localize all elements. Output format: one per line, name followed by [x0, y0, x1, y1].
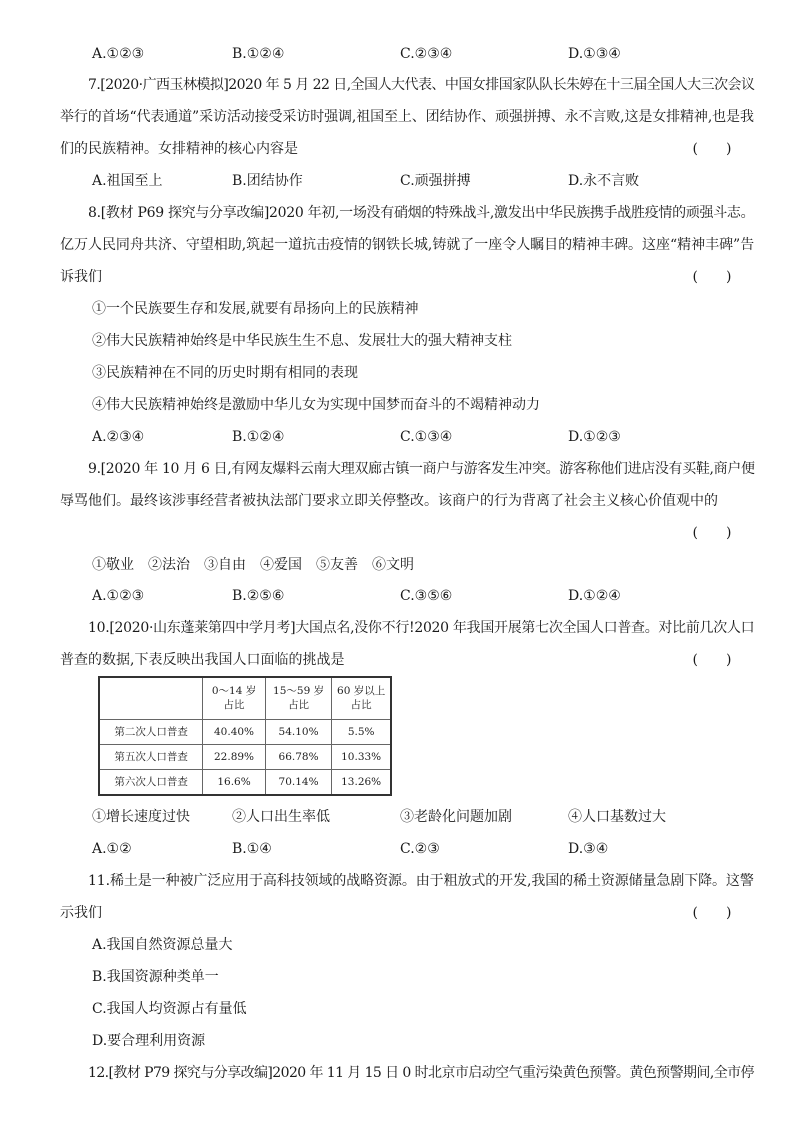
q9-answer-blank[interactable]: ( ) — [692, 525, 732, 541]
q11-option-b[interactable]: B.我国资源种类单一 — [92, 969, 219, 985]
table-cell: 16.6% — [203, 769, 266, 795]
q8-stem-line-3: 诉我们 — [60, 269, 102, 285]
q10-choice-3: ③老龄化问题加剧 — [400, 809, 512, 825]
q10-choice-2: ②人口出生率低 — [232, 809, 330, 825]
q11-option-a[interactable]: A.我国自然资源总量大 — [92, 937, 233, 953]
q6-option-c[interactable]: C.②③④ — [400, 46, 453, 62]
q11-stem-line-1: 11.稀土是一种被广泛应用于高科技领域的战略资源。由于粗放式的开发,我国的稀土资源储量急剧下降。这警 — [88, 873, 754, 889]
table-cell: 40.40% — [203, 719, 266, 744]
table-cell: 13.26% — [332, 769, 391, 795]
q7-option-c[interactable]: C.顽强拼搏 — [400, 173, 471, 189]
census-table-header — [332, 677, 391, 719]
q11-answer-blank[interactable]: ( ) — [692, 905, 732, 921]
q7-answer-blank[interactable]: ( ) — [692, 141, 732, 157]
q8-options — [92, 426, 752, 448]
q10-answer-blank[interactable]: ( ) — [692, 652, 732, 668]
q9-choices: ①敬业 ②法治 ③自由 ④爱国 ⑤友善 ⑥文明 — [92, 557, 414, 573]
q9-option-c[interactable]: C.③⑤⑥ — [400, 588, 453, 604]
q10-options — [92, 838, 752, 860]
census-row-label: 第六次人口普查 — [99, 769, 203, 795]
q8-statement-2: ②伟大民族精神始终是中华民族生生不息、发展壮大的强大精神支柱 — [92, 333, 512, 349]
census-header-sub: 占比 — [350, 699, 372, 712]
table-cell: 5.5% — [332, 719, 391, 744]
q10-choice-1: ①增长速度过快 — [92, 809, 190, 825]
table-cell: 54.10% — [265, 719, 332, 744]
table-cell: 10.33% — [332, 744, 391, 769]
q8-statement-4: ④伟大民族精神始终是激励中华儿女为实现中国梦而奋斗的不竭精神动力 — [92, 397, 540, 413]
census-header-sub: 占比 — [288, 699, 310, 712]
census-header-range: 60 岁以上 — [337, 685, 386, 698]
q7-stem-line-1: 7.[2020·广西玉林模拟]2020 年 5 月 22 日,全国人大代表、中国女排国家队队长朱婷在十三届全国人大三次会议 — [88, 77, 755, 93]
q10-option-b[interactable]: B.①④ — [232, 841, 272, 857]
q7-options — [92, 170, 752, 192]
q9-option-d[interactable]: D.①②④ — [568, 588, 621, 604]
q10-option-c[interactable]: C.②③ — [400, 841, 440, 857]
q7-stem-line-3: 们的民族精神。女排精神的核心内容是 — [60, 141, 298, 157]
q6-option-d[interactable]: D.①③④ — [568, 46, 621, 62]
q6-option-b[interactable]: B.①②④ — [232, 46, 285, 62]
census-table-header — [203, 677, 266, 719]
table-row — [99, 744, 391, 769]
q9-option-a[interactable]: A.①②③ — [92, 588, 145, 604]
census-row-label: 第五次人口普查 — [99, 744, 203, 769]
census-table-header — [265, 677, 332, 719]
q10-stem-line-1: 10.[2020·山东蓬莱第四中学月考]大国点名,没你不行!2020 年我国开展第七次全国人口普查。对比前几次人口 — [88, 620, 755, 636]
q7-option-d[interactable]: D.永不言败 — [568, 173, 640, 189]
q8-stem-line-2: 亿万人民同舟共济、守望相助,筑起一道抗击疫情的钢铁长城,铸就了一座令人瞩目的精神丰碑。这座“精神丰碑”告 — [60, 237, 755, 253]
q8-option-a[interactable]: A.②③④ — [92, 429, 145, 445]
q8-option-d[interactable]: D.①②③ — [568, 429, 621, 445]
q11-option-c[interactable]: C.我国人均资源占有量低 — [92, 1001, 247, 1017]
q9-stem-line-2: 辱骂他们。最终该涉事经营者被执法部门要求立即关停整改。该商户的行为背离了社会主义核心价值观中的 — [60, 493, 718, 509]
q9-options — [92, 585, 752, 607]
q10-stem-line-2: 普查的数据,下表反映出我国人口面临的挑战是 — [60, 652, 345, 668]
q7-option-a[interactable]: A.祖国至上 — [92, 173, 163, 189]
census-table-corner — [99, 677, 203, 719]
q7-stem-line-2: 举行的首场“代表通道”采访活动接受采访时强调,祖国至上、团结协作、顽强拼搏、永不言败,这是女排精神,也是我 — [60, 109, 754, 125]
q10-choice-4: ④人口基数过大 — [568, 809, 666, 825]
q8-option-c[interactable]: C.①③④ — [400, 429, 453, 445]
table-cell: 70.14% — [265, 769, 332, 795]
q7-option-b[interactable]: B.团结协作 — [232, 173, 303, 189]
q9-option-b[interactable]: B.②⑤⑥ — [232, 588, 285, 604]
q10-option-a[interactable]: A.①② — [92, 841, 132, 857]
census-header-range: 0～14 岁 — [211, 685, 257, 698]
q8-statement-3: ③民族精神在不同的历史时期有相同的表现 — [92, 365, 358, 381]
q11-option-d[interactable]: D.要合理利用资源 — [92, 1033, 206, 1049]
q11-stem-line-2: 示我们 — [60, 905, 102, 921]
table-row — [99, 719, 391, 744]
q9-stem-line-1: 9.[2020 年 10 月 6 日,有网友爆料云南大理双廊古镇一商户与游客发生冲突。游客称他们进店没有买鞋,商户便 — [88, 461, 755, 477]
census-row-label: 第二次人口普查 — [99, 719, 203, 744]
q6-option-a[interactable]: A.①②③ — [92, 46, 145, 62]
q8-stem-line-1: 8.[教材 P69 探究与分享改编]2020 年初,一场没有硝烟的特殊战斗,激发出中华民族携手战胜疫情的顽强斗志。 — [88, 205, 755, 221]
q12-stem-line-1: 12.[教材 P79 探究与分享改编]2020 年 11 月 15 日 0 时北京市启动空气重污染黄色预警。黄色预警期间,全市停 — [88, 1065, 754, 1081]
census-table — [98, 676, 392, 796]
table-cell: 66.78% — [265, 744, 332, 769]
q8-answer-blank[interactable]: ( ) — [692, 269, 732, 285]
q8-statement-1: ①一个民族要生存和发展,就要有昂扬向上的民族精神 — [92, 301, 419, 317]
table-cell: 22.89% — [203, 744, 266, 769]
census-header-sub: 占比 — [223, 699, 245, 712]
q10-choices — [92, 806, 752, 828]
q6-options — [92, 43, 752, 65]
q8-option-b[interactable]: B.①②④ — [232, 429, 285, 445]
q10-option-d[interactable]: D.③④ — [568, 841, 609, 857]
census-header-range: 15～59 岁 — [273, 685, 325, 698]
table-row — [99, 769, 391, 795]
census-table-header-row — [99, 677, 391, 719]
